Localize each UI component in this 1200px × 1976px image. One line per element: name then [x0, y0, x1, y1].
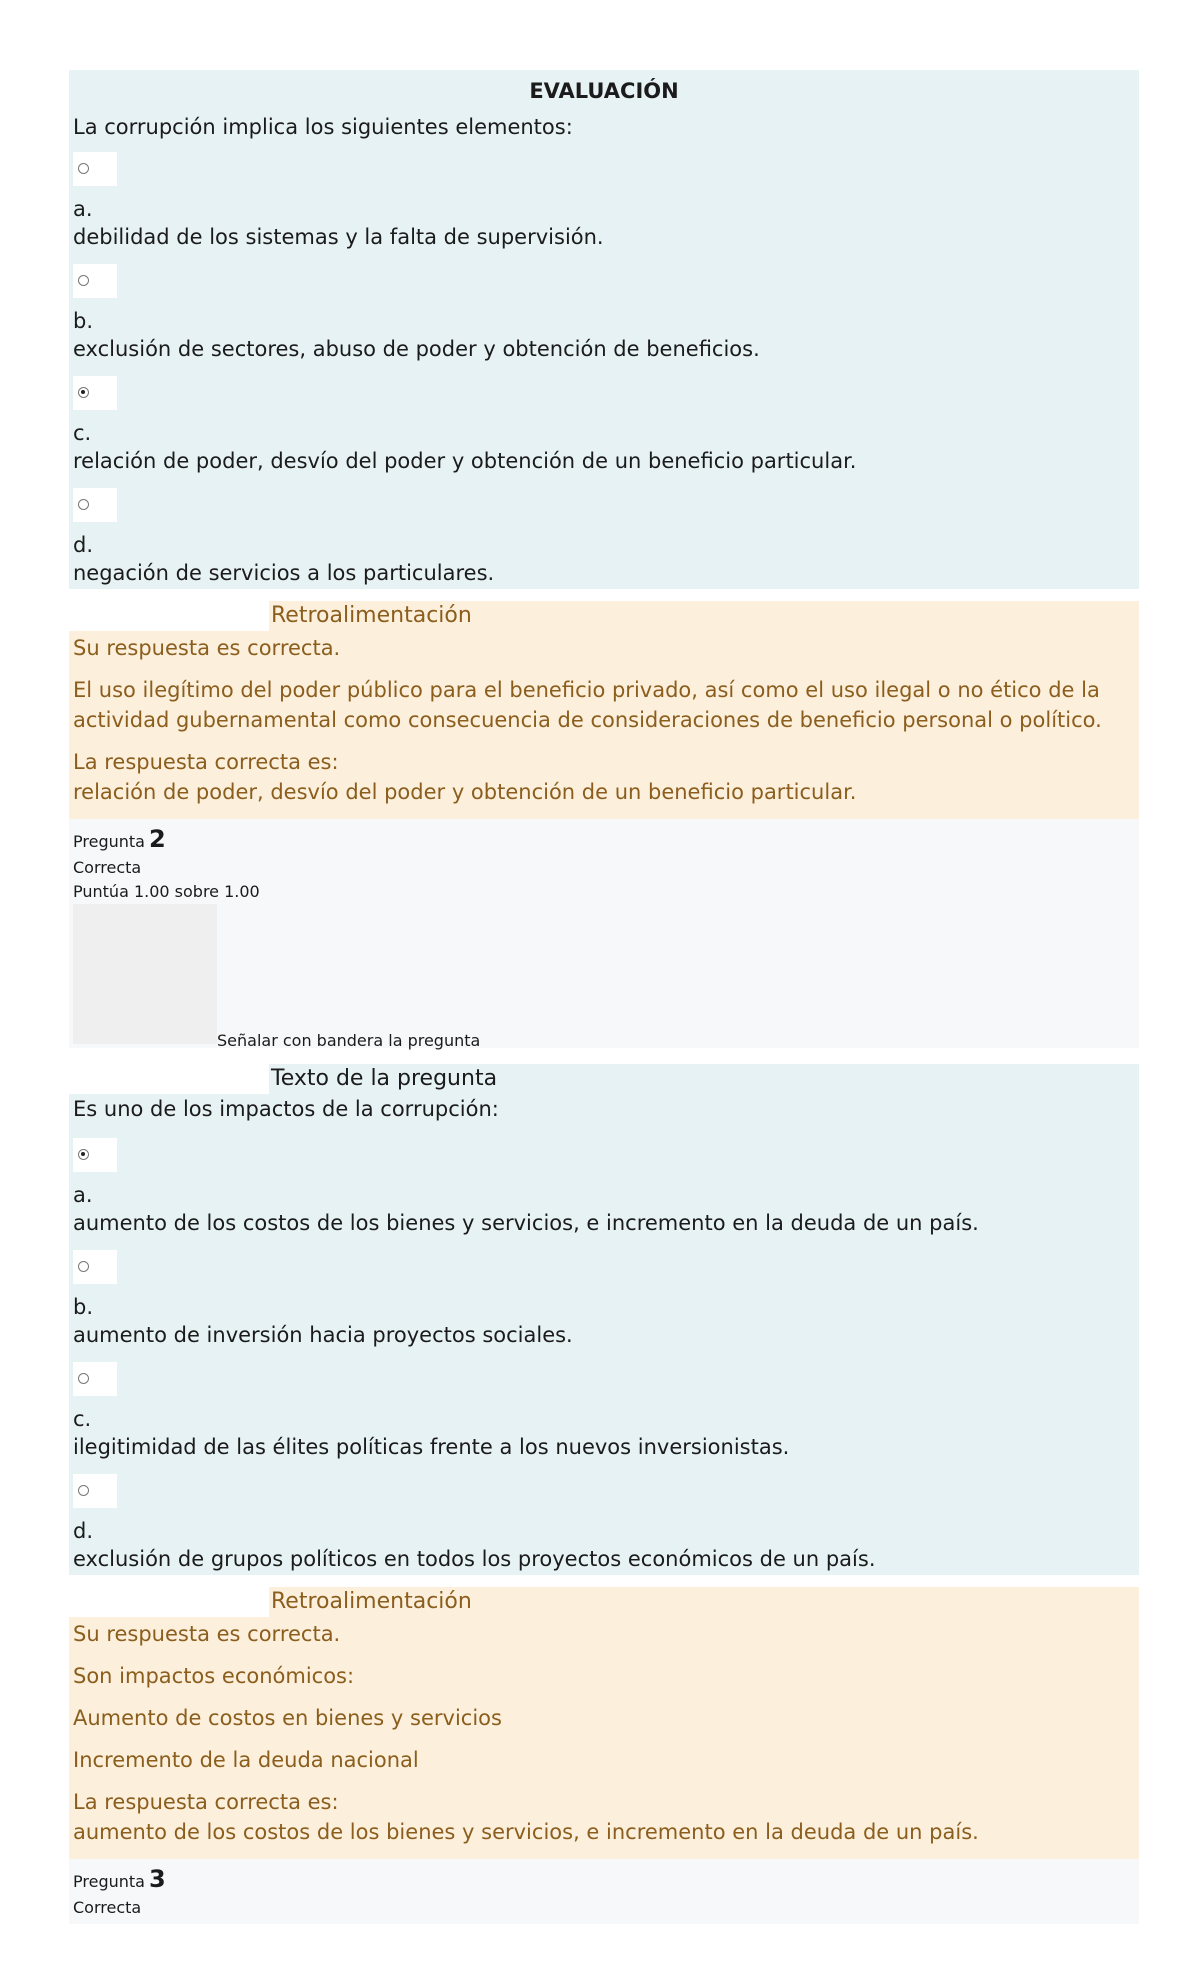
option-letter: b.	[73, 309, 94, 333]
radio-box[interactable]	[73, 152, 117, 186]
feedback-2-heading: Retroalimentación	[269, 1587, 1139, 1617]
question-2-option-a	[73, 1138, 1135, 1237]
question-2-option-d	[73, 1474, 1135, 1573]
radio-box[interactable]	[73, 1250, 117, 1284]
feedback-line: Incremento de la deuda nacional	[73, 1748, 419, 1772]
question-1-option-c	[73, 376, 1135, 475]
radio-button-checked-icon[interactable]	[78, 387, 89, 398]
option-text: aumento de los costos de los bienes y servicios, e incremento en la deuda de un país.	[73, 1211, 979, 1235]
question-state: Correcta	[73, 1898, 142, 1917]
question-2-info	[69, 819, 1139, 1048]
question-1-option-b	[73, 264, 1135, 363]
correct-answer-label: La respuesta correcta es:	[73, 1790, 339, 1814]
flag-icon[interactable]	[73, 904, 217, 1044]
page-title: EVALUACIÓN	[529, 79, 679, 103]
option-letter: d.	[73, 533, 94, 557]
feedback-line: Aumento de costos en bienes y servicios	[73, 1706, 502, 1730]
option-letter: a.	[73, 197, 93, 221]
option-letter: c.	[73, 1407, 92, 1431]
radio-button-icon[interactable]	[78, 1485, 89, 1496]
option-letter: a.	[73, 1183, 93, 1207]
feedback-explanation: El uso ilegítimo del poder público para el beneficio privado, así como el uso ilegal o no ético de la actividad gubernamental como consecuencia de consideraciones de beneficio personal o político.	[73, 678, 1102, 732]
radio-button-icon[interactable]	[78, 499, 89, 510]
radio-button-icon[interactable]	[78, 1373, 89, 1384]
question-number: 3	[148, 1865, 166, 1893]
feedback-1-panel	[69, 631, 1139, 819]
feedback-1-heading: Retroalimentación	[269, 601, 1139, 631]
question-2-heading: Texto de la pregunta	[269, 1064, 1139, 1094]
question-1-option-a	[73, 152, 1135, 251]
option-letter: b.	[73, 1295, 94, 1319]
page-content	[69, 70, 1139, 1924]
correct-answer-text: aumento de los costos de los bienes y servicios, e incremento en la deuda de un país.	[73, 1820, 979, 1844]
radio-box[interactable]	[73, 1362, 117, 1396]
radio-box[interactable]	[73, 1474, 117, 1508]
question-3-info	[69, 1859, 1139, 1924]
feedback-line: Son impactos económicos:	[73, 1664, 355, 1688]
feedback-status: Su respuesta es correcta.	[73, 636, 341, 660]
option-letter: c.	[73, 421, 92, 445]
flag-question-link[interactable]: Señalar con bandera la pregunta	[217, 1031, 481, 1050]
feedback-status: Su respuesta es correcta.	[73, 1622, 341, 1646]
correct-answer-text: relación de poder, desvío del poder y obtención de un beneficio particular.	[73, 780, 857, 804]
radio-box[interactable]	[73, 264, 117, 298]
question-1-option-d	[73, 488, 1135, 587]
option-text: exclusión de grupos políticos en todos los proyectos económicos de un país.	[73, 1547, 876, 1571]
option-letter: d.	[73, 1519, 94, 1543]
question-2-option-b	[73, 1250, 1135, 1349]
radio-box[interactable]	[73, 1138, 117, 1172]
radio-button-icon[interactable]	[78, 163, 89, 174]
question-2-option-c	[73, 1362, 1135, 1461]
question-1-text: La corrupción implica los siguientes elementos:	[73, 115, 573, 139]
question-2-text: Es uno de los impactos de la corrupción:	[73, 1097, 499, 1121]
question-number: 2	[148, 825, 166, 853]
radio-box[interactable]	[73, 488, 117, 522]
option-text: negación de servicios a los particulares.	[73, 561, 495, 585]
radio-button-checked-icon[interactable]	[78, 1149, 89, 1160]
question-1-panel	[69, 70, 1139, 589]
pregunta-label: Pregunta	[73, 832, 145, 851]
question-2-panel	[69, 1094, 1139, 1575]
option-text: debilidad de los sistemas y la falta de supervisión.	[73, 225, 604, 249]
option-text: ilegitimidad de las élites políticas frente a los nuevos inversionistas.	[73, 1435, 790, 1459]
option-text: relación de poder, desvío del poder y obtención de un beneficio particular.	[73, 449, 857, 473]
question-state: Correcta	[73, 858, 142, 877]
radio-box[interactable]	[73, 376, 117, 410]
radio-button-icon[interactable]	[78, 1261, 89, 1272]
correct-answer-label: La respuesta correcta es:	[73, 750, 339, 774]
question-score: Puntúa 1.00 sobre 1.00	[73, 882, 260, 901]
option-text: aumento de inversión hacia proyectos sociales.	[73, 1323, 573, 1347]
pregunta-label: Pregunta	[73, 1872, 145, 1891]
feedback-2-panel	[69, 1617, 1139, 1859]
radio-button-icon[interactable]	[78, 275, 89, 286]
option-text: exclusión de sectores, abuso de poder y obtención de beneficios.	[73, 337, 760, 361]
